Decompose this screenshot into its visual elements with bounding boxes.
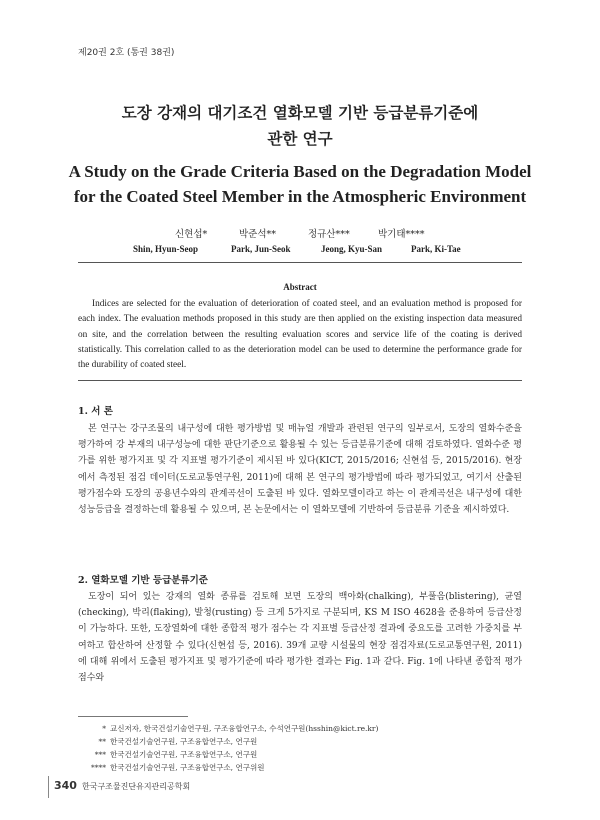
footer-bar (48, 776, 49, 798)
footnote-mark: * (102, 724, 106, 733)
footnote-mark: ** (98, 737, 106, 746)
footnote-text: 한국건설기술연구원, 구조융합연구소, 연구원 (110, 737, 258, 746)
journal-name: 한국구조물진단유지관리공학회 (82, 782, 191, 791)
footnote-mark: **** (91, 763, 106, 772)
abstract-rule (78, 380, 522, 381)
author-en-2: Park, Jun-Seok (231, 244, 291, 254)
title-korean-line1: 도장 강재의 대기조건 열화모델 기반 등급분류기준에 (121, 103, 479, 122)
page-number: 340 (54, 779, 77, 792)
footnote-text: 한국건설기술연구원, 구조융합연구소, 연구위원 (110, 763, 265, 772)
section-text-introduction: 본 연구는 강구조물의 내구성에 대한 평가방법 및 매뉴얼 개발과 관련된 연구의 일부로서, 도장의 열화수준을 평가하여 강 부재의 내구성능에 대한 판단기준으로 활용될 수 있는 등급분류기준에 대해 검토하였다. 열화수준 평가를 위한 평가지표 및 각 지표별 평가기준이 제시된 바 있다(KICT, 2015/2016; 신현섭 등, 2015/2016). 현장에서 측정된 점검 데이터(도로교통연구원, 2011)에 대해 본 연구의 평가방법에 따라 평가되었고, 여기서 산출된 평가점수와 도장의 공용년수와의 관계곡선이 도출된 바 있다. 열화모델이라고 하는 이 관계곡선은 내구성에 대한 성능등급을 결정하는데 활용될 수 있으며, 본 논문에서는 이 열화모델에 기반하여 등급분류 기준을 제시하였다. (78, 424, 522, 516)
abstract-text: Indices are selected for the evaluation of deterioration of coated steel, and an evaluation method is proposed for each index. The evaluation methods proposed in this study are then applied on the existing inspection data measured on site, and the correlation between the resulting evaluation scores and service life of the coating is derived statistically. This correlation called to as the deterioration model can be used to determine the performance grade for the durability of coated steel. (78, 299, 522, 371)
section-heading-introduction: 1. 서 론 (78, 406, 113, 417)
footnote-2 (86, 736, 257, 747)
title-english-line1: A Study on the Grade Criteria Based on the Degradation Model (68, 162, 532, 181)
footnote-4 (86, 762, 264, 773)
footnote-mark: *** (94, 750, 106, 759)
author-ko-1: 신현섭* (175, 229, 208, 240)
title-english-line2: for the Coated Steel Member in the Atmospheric Environment (73, 187, 527, 206)
footnote-rule (78, 716, 188, 717)
section-heading-criteria: 2. 열화모델 기반 등급분류기준 (78, 575, 208, 586)
header-rule (78, 262, 522, 263)
footnote-text: 한국건설기술연구원, 구조융합연구소, 연구원 (110, 750, 258, 759)
author-en-4: Park, Ki-Tae (411, 244, 461, 254)
footnote-text: 교신저자, 한국건설기술연구원, 구조융합연구소, 수석연구원(hsshin@kict.re.kr) (110, 724, 379, 733)
section-text-criteria: 도장이 되어 있는 강재의 열화 종류를 검토해 보면 도장의 백아화(chalking), 부풀음(blistering), 균열(checking), 박리(flaking), 발청(rusting) 등 크게 5가지로 구분되며, KS M ISO 4628을 준용하여 등급산정이 가능하다. 또한, 도장열화에 대한 종합적 평가 점수는 각 지표별 등급산정 결과에 중요도를 고려한 가중치를 부여하고 합산하여 산정할 수 있다(신현섭 등, 2016). 39개 교량 시설물의 현장 점검자료(도로교통연구원, 2011)에 대해 위에서 도출된 평가지표 및 평가기준에 따라 평가한 결과는 Fig. 1과 같다. Fig. 1에 나타낸 종합적 평가 점수와 (78, 592, 522, 684)
title-korean-line2: 관한 연구 (267, 129, 333, 148)
abstract-heading: Abstract (283, 282, 317, 292)
author-ko-2: 박준석** (239, 229, 277, 240)
author-ko-3: 정규산*** (308, 229, 350, 240)
footnote-1 (86, 723, 378, 734)
footnote-3 (86, 749, 257, 760)
author-ko-4: 박기태**** (378, 229, 425, 240)
author-en-1: Shin, Hyun-Seop (133, 244, 199, 254)
issue-header: 제20권 2호 (통권 38권) (78, 48, 175, 58)
author-en-3: Jeong, Kyu-San (321, 244, 383, 254)
